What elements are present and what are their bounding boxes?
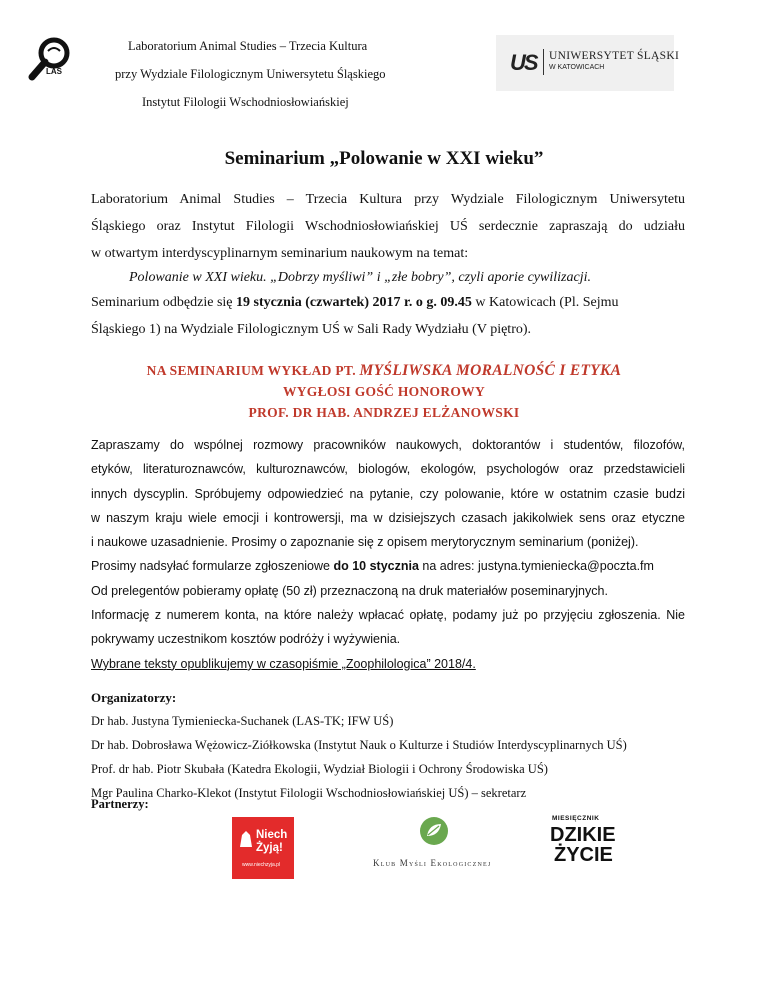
lecture-line-1: [0, 362, 768, 380]
header-line-2: przy Wydziale Filologicznym Uniwersytetu Śląskiego: [115, 67, 386, 81]
page-title: Seminarium „Polowanie w XXI wieku”: [224, 148, 544, 169]
leaf-icon: [419, 816, 449, 846]
deadline-prefix: Prosimy nadsyłać formularze zgłoszeniowe: [91, 559, 334, 574]
date-suffix: w Katowicach (Pl. Sejmu: [471, 295, 619, 310]
las-logo-text: LAS: [46, 67, 62, 76]
body-text: [91, 433, 685, 676]
organizers-list: [91, 709, 627, 805]
lecture-title: MYŚLIWSKA MORALNOŚĆ I ETYKA: [359, 362, 622, 379]
partner-logo-kme: [373, 812, 503, 874]
body-line-9: pokrywamy uczestnikom kosztów podróży i wyżywienia.: [91, 632, 401, 647]
body-line-7: Od prelegentów pobieramy opłatę (50 zł) przeznaczoną na druk materiałów poseminaryjnych.: [91, 583, 608, 598]
header-line-3: Instytut Filologii Wschodniosłowiańskiej: [142, 95, 349, 109]
partner-logo-niech-zyja: [232, 817, 294, 879]
partners-heading: Partnerzy:: [91, 797, 149, 811]
organizer-item: Prof. dr hab. Piotr Skubała (Katedra Ekologii, Wydział Biologii i Ochrony Środowiska UŚ): [91, 762, 548, 776]
body-line-3: innych dyscyplin. Spróbujemy odpowiedzieć na pytanie, czy polowanie, które w ostatnim czasie budzi: [91, 486, 685, 501]
lecture-prefix: NA SEMINARIUM WYKŁAD PT.: [146, 363, 360, 378]
body-line-2: etyków, literaturoznawców, kulturoznawców, biologów, ekologów, psychologów oraz przedstawicieli: [91, 462, 685, 477]
intro-line-1: Laboratorium Animal Studies – Trzecia Kultura przy Wydziale Filologicznym Uniwersytetu: [91, 192, 685, 207]
partner3-line2: ŻYCIE: [554, 844, 613, 866]
university-logo: [496, 35, 680, 91]
partner2-name: Klub Myśli Ekologicznej: [373, 858, 492, 868]
partner3-top: MIESIĘCZNIK: [552, 815, 600, 822]
intro-line-2: Śląskiego oraz Instytut Filologii Wschodniosłowiańskiej UŚ serdecznie zapraszają do udziału: [91, 219, 685, 234]
seminar-date: 19 stycznia (czwartek) 2017 r. o g. 09.45: [236, 295, 472, 310]
partner1-line1: Niech: [256, 829, 288, 841]
deadline: do 10 stycznia: [333, 559, 419, 574]
body-line-5: i naukowe uzasadnienie. Prosimy o zapoznanie się z opisem merytorycznym seminarium (poniżej).: [91, 535, 639, 550]
partner1-url: www.niechzyja.pl: [242, 862, 281, 868]
lecture-speaker: PROF. DR HAB. ANDRZEJ ELŻANOWSKI: [248, 405, 520, 420]
university-name: UNIWERSYTET ŚLĄSKI: [549, 50, 680, 62]
organizer-item: Dr hab. Justyna Tymieniecka-Suchanek (LAS-TK; IFW UŚ): [91, 714, 394, 728]
body-line-1: Zapraszamy do wspólnej rozmowy pracowników naukowych, doktorantów i studentów, filozofów,: [91, 438, 685, 452]
university-mark-icon: US: [510, 50, 537, 75]
animal-silhouette-icon: [238, 829, 254, 849]
intro: [91, 186, 685, 343]
body-line-10: Wybrane teksty opublikujemy w czasopiśmie „Zoophilologica” 2018/4.: [91, 656, 476, 671]
body-line-8: Informację z numerem konta, na które należy wpłacać opłatę, podamy już po przyjęciu zgłoszenia. Nie: [91, 608, 685, 623]
date-prefix: Seminarium odbędzie się: [91, 295, 237, 310]
las-logo: [26, 35, 78, 87]
seminar-topic: Polowanie w XXI wieku. „Dobrzy myśliwi” i „złe bobry”, czyli aporie cywilizacji.: [129, 270, 591, 285]
header-line-1: Laboratorium Animal Studies – Trzecia Kultura: [128, 39, 368, 53]
organizer-item: Dr hab. Dobrosława Wężowicz-Ziółkowska (Instytut Nauk o Kulturze i Studiów Interdyscyplinarnych UŚ): [91, 738, 627, 752]
logo-divider: [543, 49, 544, 75]
lecture-line-2: WYGŁOSI GOŚĆ HONOROWY: [282, 384, 486, 399]
university-city: W KATOWICACH: [549, 64, 605, 71]
deadline-suffix: na adres: justyna.tymieniecka@poczta.fm: [418, 559, 654, 574]
intro-line-3: w otwartym interdyscyplinarnym seminarium naukowym na temat:: [91, 246, 469, 261]
partner-logo-dzikie-zycie: [548, 813, 628, 873]
intro-line-6: Śląskiego 1) na Wydziale Filologicznym UŚ w Sali Rady Wydziału (V piętro).: [91, 322, 532, 337]
partner1-line2: Żyją!: [256, 842, 283, 854]
organizers-heading: Organizatorzy:: [91, 690, 177, 705]
organizer-item: Mgr Paulina Charko-Klekot (Instytut Filologii Wschodniosłowiańskiej UŚ) – sekretarz: [91, 786, 527, 800]
partner3-line1: DZIKIE: [550, 824, 616, 846]
body-line-4: w naszym kraju wiele emocji i kontrowersji, ma w dzisiejszych czasach jakikolwiek sens oraz etyczne: [91, 510, 685, 525]
magnifier-icon: [26, 35, 78, 87]
seminar-date-line: [91, 289, 685, 316]
body-line-6: [91, 554, 685, 578]
